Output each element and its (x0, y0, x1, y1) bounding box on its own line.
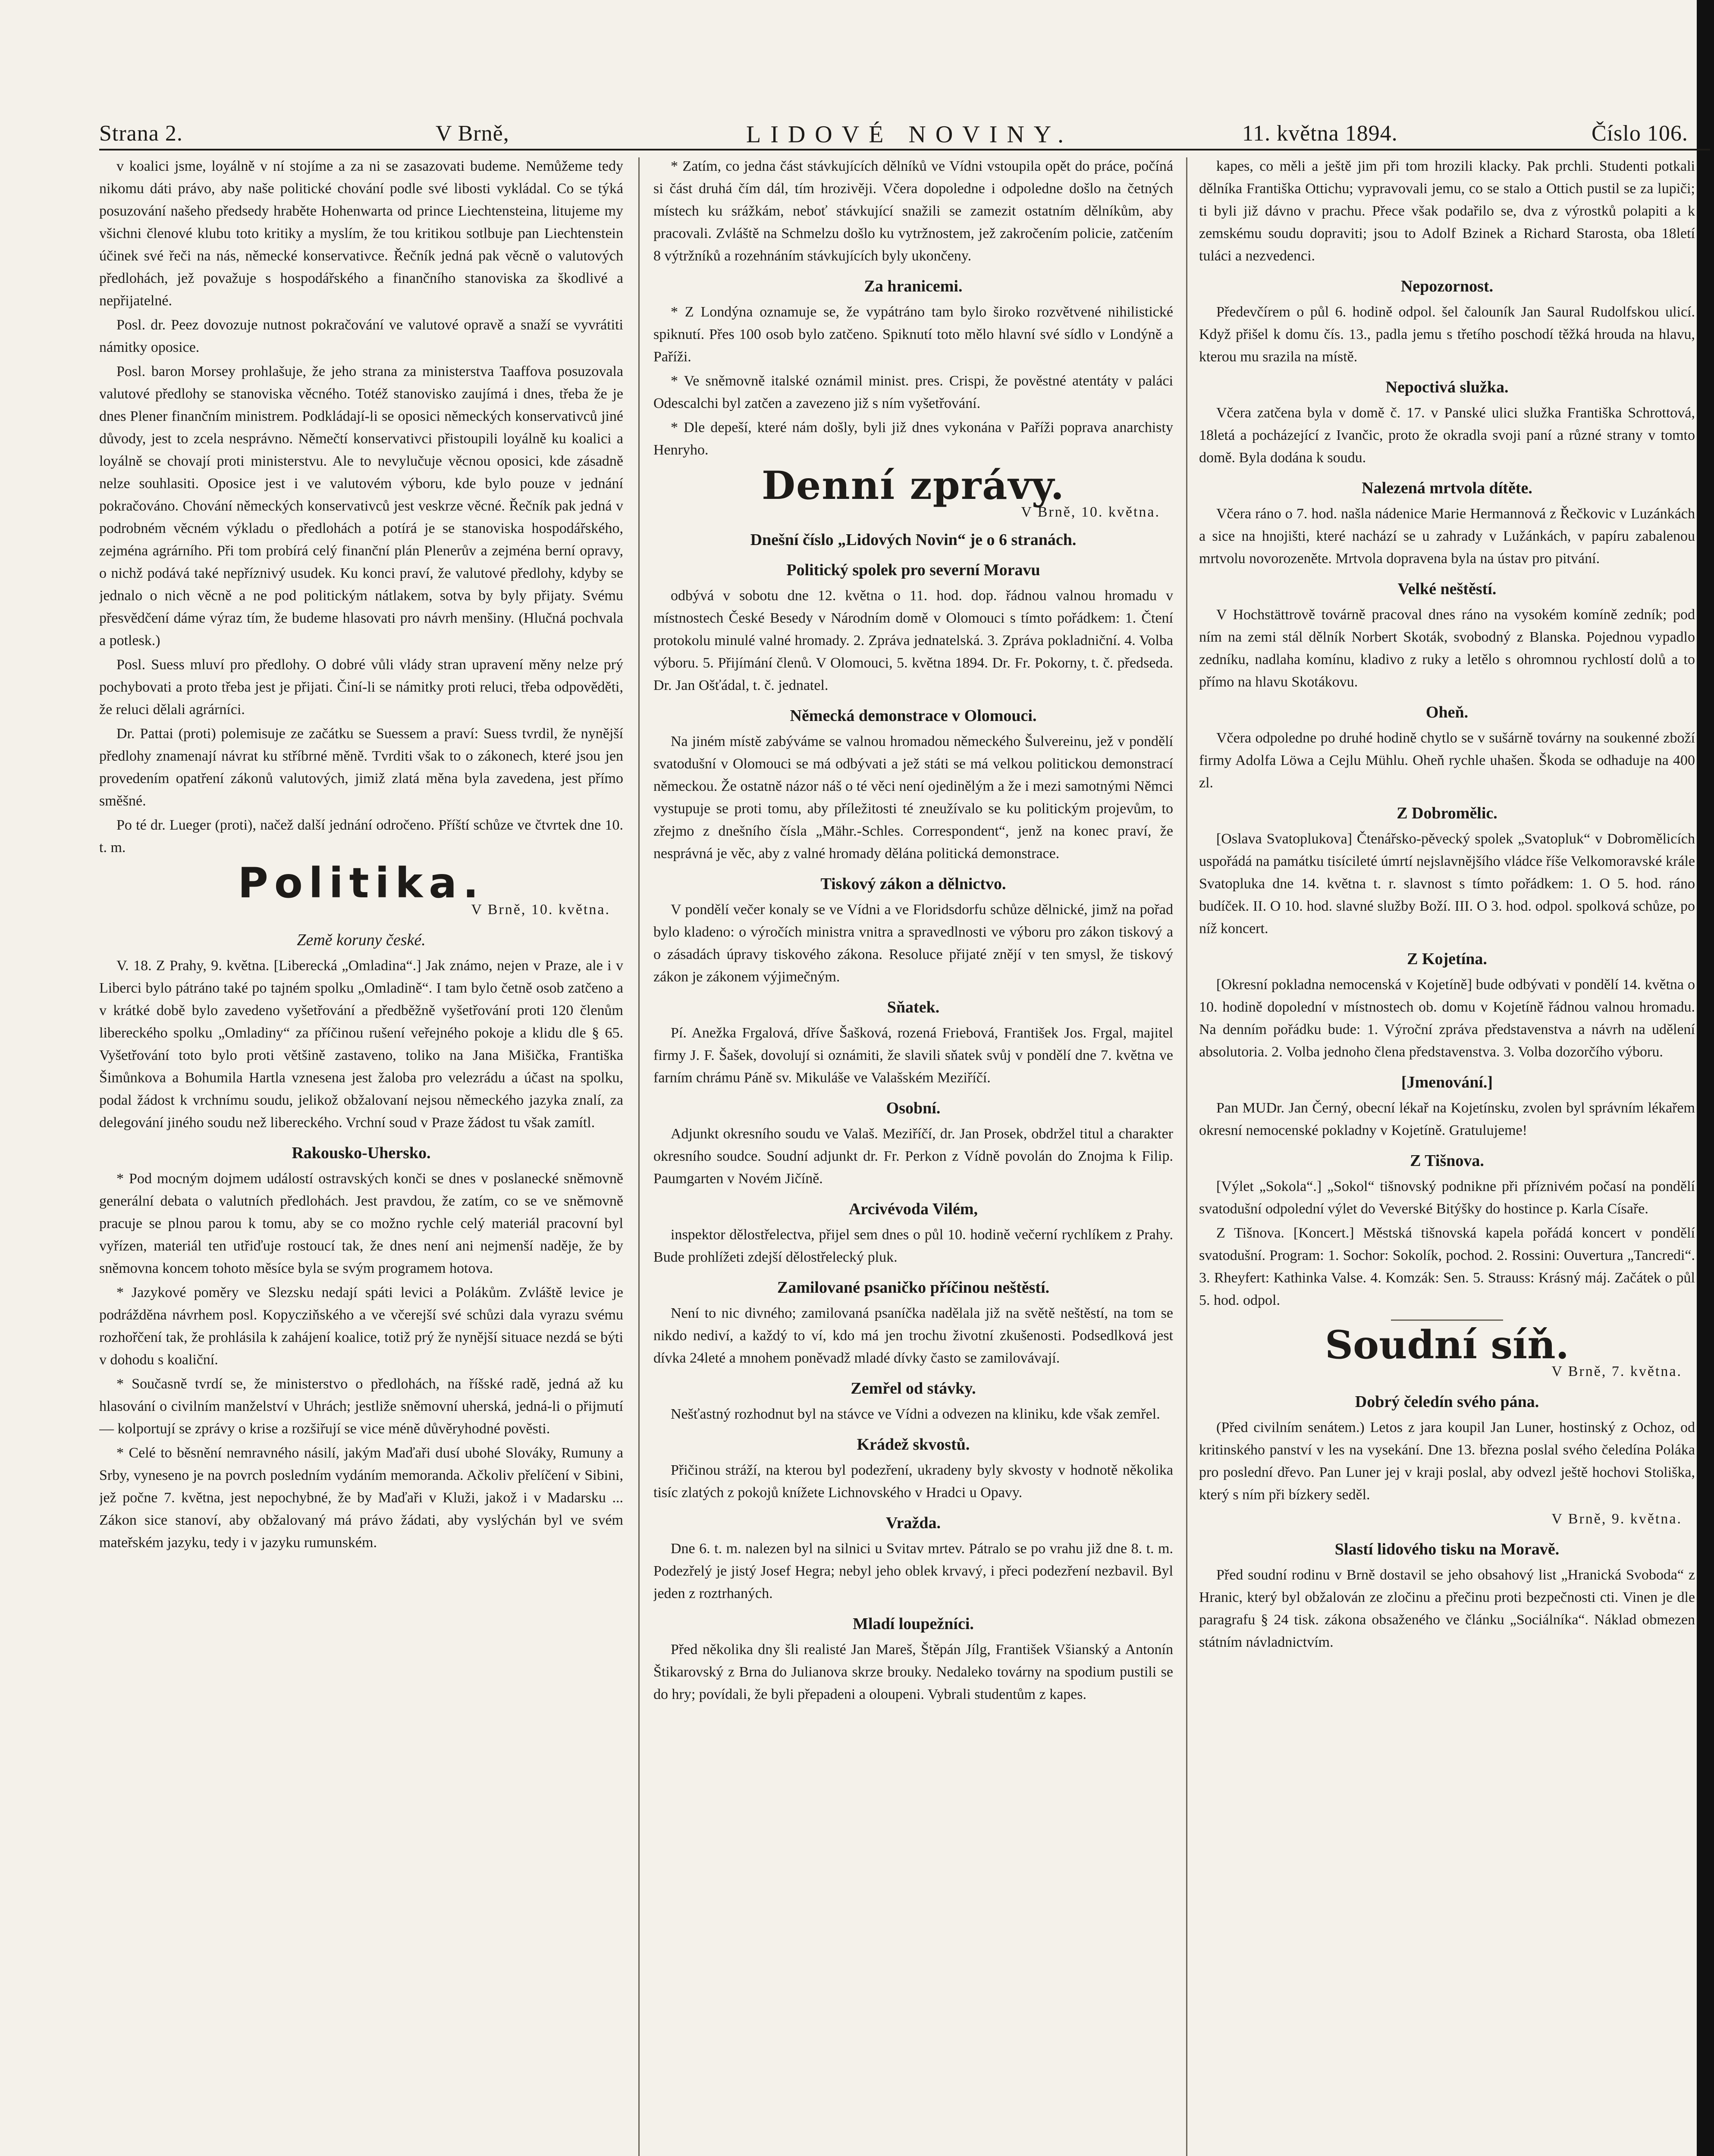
section-title-denni-zpravy: Denní zprávy. (761, 463, 1065, 508)
subheading: Krádež skvostů. (857, 1435, 970, 1454)
article-paragraph: * Současně tvrdí se, že ministerstvo o předlohách, na říšské radě, jedná až ku hlasování o civilním manželství v Uhrách; jestliže sněmovní uherská, jedná-li o přijmutí — kolportují se zprávy o krise a rozšiřují se vice méně důvěryhodné pověsti. (99, 1376, 623, 1437)
article-paragraph: V. 18. Z Prahy, 9. května. [Liberecká „Omladina“.] Jak známo, nejen v Praze, ale i v Liberci bylo pátráno také po tajném spolku „Omladině“. I tam bylo četně osob zatčeno a v krátké době bylo zavedeno vyšetřování a předběžně vyšetřování proti 120 členům libereckého spolku „Omladiny“ za příčinou rušení veřejného pokoje a klidu dle § 65. Vyšetřování toto bylo proti většině zastaveno, toliko na Jana Mišička, Františka Šimůnkova a Bohumila Hartla vznesena jest žaloba pro velezrádu a účast na spolku, podal žádost k vrchnímu soudu, jelikož obžalovaní nejsou německého jazyka znalí, za delegování jiného soudu než libereckého. Vrchní soud v Praze žádost tu však zamítl. (99, 958, 623, 1131)
subheading: Za hranicemi. (864, 277, 963, 295)
article-paragraph: Po té dr. Lueger (proti), načež další jednání odročeno. Příští schůze ve čtvrtek dne 10. t. m. (99, 817, 623, 856)
subheading: Slastí lidového tisku na Moravě. (1334, 1540, 1560, 1558)
subheading: Nalezená mrtvola dítěte. (1362, 479, 1532, 497)
section-title-soudni-sin: Soudní síň. (1325, 1322, 1569, 1368)
article-paragraph: Pí. Anežka Frgalová, dříve Šašková, rozená Friebová, František Jos. Frgal, majitel firmy J. F. Šašek, dovolují si oznámiti, že slavili sňatek svůj v pondělí dne 7. května ve farním chrámu Páně sv. Mikuláše ve Valašském Meziříčí. (653, 1025, 1173, 1086)
article-paragraph: inspektor dělostřelectva, přijel sem dnes o půl 10. hodině večerní rychlíkem z Prahy. Bude prohlížeti zdejší dělostřelecký pluk. (653, 1227, 1173, 1265)
article-paragraph: Posl. dr. Peez dovozuje nutnost pokračování ve valutové opravě a snaží se vyvrátiti námitky oposice. (99, 317, 623, 355)
article-paragraph: odbývá v sobotu dne 12. května o 11. hod. dop. řádnou valnou hromadu v místnostech České Besedy v Národním domě v Olomouci s tímto pořádkem: 1. Čtení protokolu minulé valné hromady. 2. Zpráva jednatelská. 3. Zpráva pokladniční. 4. Volba výboru. 5. Přijímání členů. V Olomouci, 5. května 1894. Dr. Fr. Pokorny, t. č. předseda. Dr. Jan Ošťádal, t. č. jednatel. (653, 588, 1173, 693)
scan-edge (1697, 0, 1714, 2156)
dateline: V Brně, 10. května. (471, 902, 610, 918)
article-paragraph: Adjunkt okresního soudu ve Valaš. Meziříčí, dr. Jan Prosek, obdržel titul a charakter okresního soudce. Soudní adjunkt dr. Fr. Perkon z Vídně povolán do Znojma k Filip. Paumgarten v Novém Jičíně. (653, 1126, 1173, 1187)
article-paragraph: Včera ráno o 7. hod. našla nádenice Marie Hermannová z Řečkovic v Luzánkách a sice na hnojišti, které nachází se u zahrady v Lužánkách, v papíru zabalenou mrtvolu novorozeněte. Mrtvola dopravena byla na ústav pro pitvání. (1199, 506, 1695, 567)
subheading: Tiskový zákon a dělnictvo. (820, 875, 1006, 893)
subheading: Zamilované psaničko příčinou neštěstí. (777, 1279, 1050, 1297)
article-paragraph: kapes, co měli a ještě jim při tom hrozili klacky. Pak prchli. Studenti potkali dělníka Františka Ottichu; vypravovali jemu, co se stalo a Ottich pustil se za lupiči; ti byli již dávno v prachu. Přece však podařilo se, dva z výrostků polapiti a k zemskému soudu dopraviti; jsou to Adolf Bzinek a Richard Starosta, oba 18letí tuláci a nezvedenci. (1199, 158, 1695, 264)
issue-notice: Dnešní číslo „Lidových Novin“ je o 6 stranách. (750, 531, 1077, 549)
issue-date: 11. května 1894. (1242, 121, 1398, 146)
article-paragraph: Na jiném místě zabýváme se valnou hromadou německého Šulvereinu, jež v pondělí svatodušní v Olomouci se má odbývati a jež státi se má velkou politickou demonstrací německou. Že ostatně názor náš o té věci není ojedinělým a že i mezi samotnými Němci vystupuje se proti tomu, aby příležitosti té zneužívalo se ku politickým projevům, to zřejmo z dnešního čísla „Mähr.-Schles. Correspondent“, jenž na konec praví, že nesprávná je věc, aby z valné hromady dělána politická demonstrace. (653, 733, 1173, 862)
subheading: Mladí loupežníci. (853, 1615, 974, 1633)
issue-number: Číslo 106. (1592, 121, 1688, 146)
column-3 (1199, 155, 1695, 2156)
subheading: Osobní. (886, 1099, 941, 1117)
newspaper-title: LIDOVÉ NOVINY. (746, 121, 1074, 148)
subheading: Arcivévoda Vilém, (848, 1200, 978, 1218)
article-paragraph: v koalici jsme, loyálně v ní stojíme a za ni se zasazovati budeme. Nemůžeme tedy nikomu dáti právo, aby naše politické chování podle své libosti vykládal. Co se týká posuzování našeho předsedy hraběte Hohenwarta od prince Liechtensteina, litujeme my všichni členové klubu toto kritiky a myslím, že tou kritikou sotlbuje pan Liechtenstein účinek své řeči na nás, německé konservativce. Řečník jedná pak věcně o valutových předlohách, jež považuje s hospodářského a finančního stanoviska za škodlivé a nepřijatelné. (99, 158, 623, 309)
column-divider (638, 157, 640, 2156)
subheading: Země koruny české. (297, 931, 426, 949)
subheading: Politický spolek pro severní Moravu (786, 561, 1040, 579)
article-paragraph: * Ve sněmovně italské oznámil minist. pres. Crispi, že pověstné atentáty v paláci Odescalchi byl zatčen a zavezeno již s ním vyšetřování. (653, 373, 1173, 411)
article-paragraph: * Zatím, co jedna část stávkujících dělníků ve Vídni vstoupila opět do práce, počíná si část druhá čím dál, tím hrozivěji. Včera dopoledne i odpoledne došlo na četných místech ku srážkám, neboť stávkující snažili se zamezit ostatním dělníkům, aby pracovali. Zvláště na Schmelzu došlo ku vytržnostem, jež zakročením policie, zatčením 8 výtržníků a rozehnáním stávkujících byly ukončeny. (653, 158, 1173, 264)
divider (1391, 1319, 1503, 1321)
subheading: Dobrý čeledín svého pána. (1355, 1393, 1539, 1411)
subheading: Oheň. (1425, 703, 1469, 721)
article-paragraph: Včera zatčena byla v domě č. 17. v Panské ulici služka Františka Schrottová, 18letá a pocházející z Ivančic, proto že okradla svoji paní a různé strany v tomto domě. Byla dodána k soudu. (1199, 405, 1695, 466)
article-paragraph: [Výlet „Sokola“.] „Sokol“ tišnovský podnikne při příznivém počasí na pondělí svatodušní odpolední výlet do Veverské Bitýšky do hostince p. Karla Císaře. (1199, 1178, 1695, 1217)
article-paragraph: * Jazykové poměry ve Slezsku nedají spáti levici a Polákům. Zvláště levice je podrážděna návrhem posl. Kopycziňského a ve včerejší své schůzi dala vyrazu svému rozhořčení tak, že prohlásila k zahájení koalice, totiž prý že nynější situace nezdá se býti v dohodu s koaliční. (99, 1285, 623, 1368)
column-1 (99, 155, 623, 2156)
column-divider (1186, 157, 1187, 2156)
article-paragraph: * Z Londýna oznamuje se, že vypátráno tam bylo široko rozvětvené nihilistické spiknutí. Přes 100 osob bylo zatčeno. Spiknutí toto mělo hlavní své sídlo v Londýně a Paříži. (653, 304, 1173, 365)
masthead-rule (99, 149, 1710, 150)
subheading: Zemřel od stávky. (851, 1379, 976, 1398)
column-2 (653, 155, 1173, 2156)
subheading: Vražda. (886, 1514, 941, 1532)
subheading: Z Dobromělic. (1397, 804, 1497, 822)
article-paragraph: Posl. baron Morsey prohlašuje, že jeho strana za ministerstva Taaffova posuzovala valutové předlohy se stanoviska věcného. Totéž stanovisko zaujímá i dnes, třeba že je dnes Plener finančním ministrem. Podkládají-li se oposici německých konservativců jiné důvody, jest to zcela nesprávno. Němečtí konservativci přistoupili loyálně ku koalici a loyálně se chovají proti ministerstvu. Ale to nevylučuje věcnou oposici, kde zásadně nelze souhlasiti. Oposice jest i ve valutovém výboru, kde bylo pouze v jednání pokračováno. Chování německých konservativců jest veskrze věcné. Řečník pak jedná v podrobném věcném výkladu o předlohách a potírá je se stanoviska hospodářského, zejména agrárního. Při tom probírá celý finanční plán Plenerův a zejména berní opravy, o nichž podává také nepříznivý usudek. Ku konci praví, že valutové předlohy, kdyby se jednalo o nich věcně a ne pod politickým nátlakem, sotva by byly přijaty. Svému přesvědčení dáme výraz tím, že budeme hlasovati pro návrh menšiny. (Hlučná pochvala a potlesk.) (99, 364, 623, 649)
article-paragraph: Předevčírem o půl 6. hodině odpol. šel čalouník Jan Saural Rudolfskou ulicí. Když přišel k domu čís. 13., padla jemu s třetího poschodí těžká hrouda na hlavu, kterou mu srazila na místě. (1199, 304, 1695, 365)
masthead-city: V Brně, (436, 121, 509, 146)
article-paragraph: [Okresní pokladna nemocenská v Kojetíně] bude odbývati v pondělí 14. května o 10. hodině dopolední v místnostech ob. domu v Kojetíně řádnou valnou hromadu. Na denním pořádku bude: 1. Výroční zpráva představenstva a návrh na udělení absolutoria. 2. Volba jednoho člena představenstva. 3. Volba dozorčího výboru. (1199, 977, 1695, 1060)
subheading: Německá demonstrace v Olomouci. (790, 707, 1037, 725)
article-paragraph: (Před civilním senátem.) Letos z jara koupil Jan Luner, hostinský z Ochoz, od kritinského panství v les na vysekání. Dne 13. března poslal svého čeledína Poláka pro poslední dřevo. Pan Luner jej v kraji poslal, aby odvezl ještě hochovi Stoliška, který s ním při bízkery seděl. (1199, 1420, 1695, 1503)
article-paragraph: Dr. Pattai (proti) polemisuje ze začátku se Suessem a praví: Suess tvrdil, že nynější předlohy znamenají návrat ku stříbrné měně. Tvrditi však to o zákonech, které jsou jen provedením opatření zákonů valutových, jimiž zlatá měna byla zavedena, jest přímo směšné. (99, 726, 623, 809)
dateline: V Brně, 10. května. (1021, 504, 1160, 520)
subheading: Z Tišnova. (1410, 1152, 1484, 1170)
subheading: Z Kojetína. (1407, 950, 1487, 968)
article-paragraph: Včera odpoledne po druhé hodině chytlo se v sušárně továrny na soukenné zboží firmy Adolfa Löwa a Cejlu Mühlu. Oheň rychle uhašen. Škoda se odhaduje na 400 zl. (1199, 730, 1695, 791)
dateline: V Brně, 9. května. (1551, 1511, 1682, 1527)
article-paragraph: [Oslava Svatoplukova] Čtenářsko-pěvecký spolek „Svatopluk“ v Dobromělicích uspořádá na památku tisícileté úmrtí nejslavnějšího vládce říše Velkomoravské krále Svatopluka dne 14. května t. r. slavnost s tímto pořádkem: 1. O 5. hod. ráno budíček. II. O 10. hod. slavné služby Boží. III. O 3. hod. odpol. spolková schůze, po níž koncert. (1199, 831, 1695, 937)
article-paragraph: V Hochstättrově továrně pracoval dnes ráno na vysokém komíně zedník; pod ním na zemi stál dělník Norbert Skoták, svobodný z Blanska. Pojednou vypadlo zedníku, nadlaha komínu, kladivo z ruky a letělo s ohromnou rychlostí dolů a to přímo na hlavu Skotákovu. (1199, 607, 1695, 690)
page-number: Strana 2. (99, 121, 183, 146)
article-paragraph: V pondělí večer konaly se ve Vídni a ve Floridsdorfu schůze dělnické, jimž na pořad bylo kladeno: o výročích ministra vnitra a spravedlnosti ve výboru pro zákon tiskový a o zásadách úpravy tiskového zákona. Resoluce přijaté znějí v ten smysl, že tiskový zákon je zákonem výjimečným. (653, 902, 1173, 985)
subheading: Nepoctivá služka. (1385, 378, 1509, 396)
article-paragraph: Před několika dny šli realisté Jan Mareš, Štěpán Jílg, František Všianský a Antonín Štikarovský z Brna do Julianova skrze brouky. Nedaleko továrny na spodium pustili se do hry; povídali, že byli přepadeni a oloupeni. Vybrali studentům z kapes. (653, 1642, 1173, 1702)
subheading: Rakousko-Uhersko. (292, 1144, 431, 1162)
subheading: Sňatek. (887, 998, 940, 1016)
subheading: Nepozornost. (1400, 277, 1494, 295)
article-paragraph: Přičinou stráží, na kterou byl podezření, ukradeny byly skvosty v hodnotě několika tisíc zlatých z pokojů knížete Lichnovského v Hradci u Opavy. (653, 1462, 1173, 1501)
dateline: V Brně, 7. května. (1551, 1363, 1682, 1379)
article-paragraph: Posl. Suess mluví pro předlohy. O dobré vůli vlády stran upravení měny nelze prý pochybovati a proto třeba jest je přijati. Činí-li se námitky proti reluci, třeba odpověděti, že reluci dělali agrárníci. (99, 657, 623, 718)
subheading: Velké neštěstí. (1397, 580, 1497, 598)
article-paragraph: Pan MUDr. Jan Černý, obecní lékař na Kojetínsku, zvolen byl správním lékařem okresní nemocenské pokladny v Kojetíně. Gratulujeme! (1199, 1100, 1695, 1138)
article-paragraph: Dne 6. t. m. nalezen byl na silnici u Svitav mrtev. Pátralo se po vrahu již dne 8. t. m. Podezřelý je jistý Josef Hegra; nebyl jeho oblek krvavý, i přeci podezření nezbavil. Byl jeden z roztrhaných. (653, 1541, 1173, 1601)
article-paragraph: * Celé to běsnění nemravného násilí, jakým Maďaři dusí ubohé Slováky, Rumuny a Srby, vyneseno je na povrch posledním vydáním memoranda. Ačkoliv přelíčení v Sibini, jež počne 7. května, jest nepochybné, že by Maďaři v Kluži, jakož i v Madarsku ... Zákon sice stanoví, aby obžalovaný má právo žádati, aby vyslýchán byl ve svém mateřském jazyku, tedy i v jazyku rumunském. (99, 1445, 623, 1551)
article-paragraph: Nešťastný rozhodnut byl na stávce ve Vídni a odvezen na kliniku, kde však zemřel. (671, 1406, 1160, 1422)
article-paragraph: Není to nic divného; zamilovaná psaníčka nadělala již na světě neštěstí, na tom se nikdo nediví, a každý to ví, kdo má jen trochu životní zkušenosti. Podsedlková jest dívka 24leté a mnohem poněvadž mladé dívky často se zamilovávají. (653, 1305, 1173, 1366)
article-paragraph: * Dle depeší, které nám došly, byli již dnes vykonána v Paříži poprava anarchisty Henryho. (653, 420, 1173, 458)
subheading: [Jmenování.] (1401, 1073, 1493, 1091)
article-paragraph: Z Tišnova. [Koncert.] Městská tišnovská kapela pořádá koncert v pondělí svatodušní. Program: 1. Sochor: Sokolík, pochod. 2. Rossini: Ouvertura „Tancredi“. 3. Rheyfert: Kathinka Valse. 4. Komzák: Sen. 5. Strauss: Krásný máj. Začátek o půl 5. hod. odpol. (1199, 1225, 1695, 1308)
article-paragraph: Před soudní rodinu v Brně dostavil se jeho obsahový list „Hranická Svoboda“ z Hranic, který byl obžalován ze zločinu a přečinu proti bezpečnosti cti. Vinen je dle paragrafu § 24 tisk. zákona obsaženého ve článku „Sociálníka“. Náklad obmezen státním návladnictvím. (1199, 1567, 1695, 1650)
article-paragraph: * Pod mocným dojmem událostí ostravských konči se dnes v poslanecké sněmovně generální debata o valutních předlohách. Jest pravdou, že zatím, co se ve sněmovně pracuje se plnou parou k tomu, aby se co možno rychle celý materiál pracovní byl vyřízen, materiál ten utřiďuje rostoucí tak, že dnes není ani nejmenší naděje, že by sněmovna koncem tohoto měsíce byla se svým programem hotova. (99, 1171, 623, 1276)
section-title-politika: Politika. (238, 859, 485, 907)
